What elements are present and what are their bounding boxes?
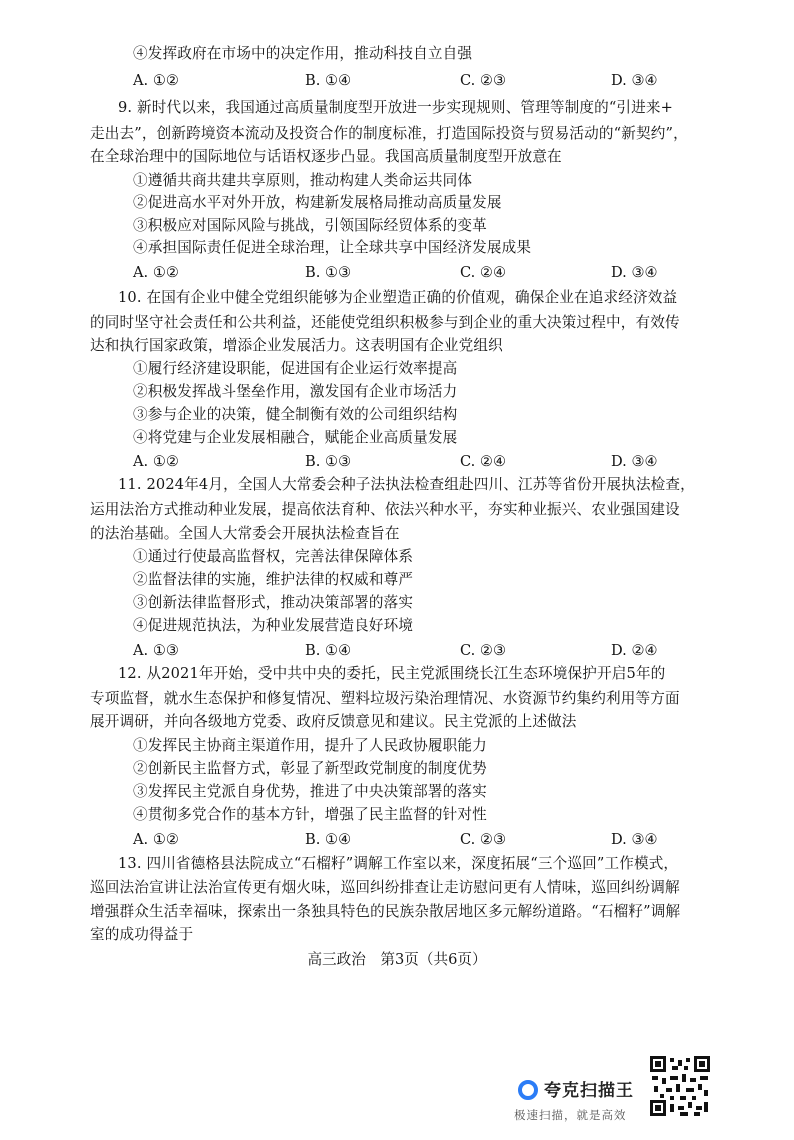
q10-stem-line-2: 的同时坚守社会责任和公共利益，还能使党组织积极参与到企业的重大决策过程中，有效传 — [90, 314, 680, 331]
q8-option-b: B. ①④ — [305, 72, 352, 89]
q11-item-4: ④促进规范执法，为种业发展营造良好环境 — [133, 617, 414, 634]
q10-item-1: ①履行经济建设职能，促进国有企业运行效率提高 — [133, 360, 458, 377]
qr-code-icon — [650, 1056, 710, 1116]
quark-logo-icon — [518, 1080, 538, 1100]
q8-option-a: A. ①② — [133, 72, 179, 89]
q11-item-1: ①通过行使最高监督权，完善法律保障体系 — [133, 548, 414, 565]
q12-item-4: ④贯彻多党合作的基本方针，增强了民主监督的针对性 — [133, 806, 487, 823]
q13-stem-line-2: 巡回法治宣讲让法治宣传更有烟火味，巡回纠纷排查让走访慰问更有人情味，巡回纠纷调解 — [90, 879, 680, 896]
q13-stem-line-4: 室的成功得益于 — [90, 926, 194, 943]
q11-option-b: B. ①④ — [305, 642, 352, 659]
q9-stem-line-3: 在全球治理中的国际地位与话语权逐步凸显。我国高质量制度型开放意在 — [90, 148, 562, 165]
page-footer: 高三政治 第3页（共6页） — [307, 951, 487, 968]
q9-option-a: A. ①② — [133, 264, 179, 281]
q9-item-4: ④承担国际责任促进全球治理，让全球共享中国经济发展成果 — [133, 239, 532, 256]
q11-option-c: C. ②③ — [460, 642, 507, 659]
q11-stem-line-1: 11. 2024年4月，全国人大常委会种子法执法检查组赴四川、江苏等省份开展执法检查， — [118, 476, 695, 493]
q12-option-a: A. ①② — [133, 831, 179, 848]
q9-stem-line-1: 9. 新时代以来，我国通过高质量制度型开放进一步实现规则、管理等制度的“引进来+ — [118, 99, 674, 116]
q12-option-c: C. ②③ — [460, 831, 507, 848]
q13-stem-line-1: 13. 四川省德格县法院成立“石榴籽”调解工作室以来，深度拓展“三个巡回”工作模式， — [118, 855, 679, 872]
q11-option-d: D. ②④ — [611, 642, 658, 659]
q12-item-2: ②创新民主监督方式，彰显了新型政党制度的制度优势 — [133, 760, 487, 777]
q11-stem-line-3: 的法治基础。全国人大常委会开展执法检查旨在 — [90, 525, 400, 542]
q8-item-4: ④发挥政府在市场中的决定作用，推动科技自立自强 — [133, 45, 473, 62]
q13-stem-line-3: 增强群众生活幸福味，探索出一条独具特色的民族杂散居地区多元解纷道路。“石榴籽”调解 — [90, 903, 681, 920]
q12-option-d: D. ③④ — [611, 831, 658, 848]
q12-stem-line-3: 展开调研，并向各级地方党委、政府反馈意见和建议。民主党派的上述做法 — [90, 713, 577, 730]
q12-item-1: ①发挥民主协商主渠道作用，提升了人民政协履职能力 — [133, 737, 487, 754]
q10-stem-line-3: 达和执行国家政策，增添企业发展活力。这表明国有企业党组织 — [90, 337, 503, 354]
q9-item-3: ③积极应对国际风险与挑战，引领国际经贸体系的变革 — [133, 217, 487, 234]
q10-item-2: ②积极发挥战斗堡垒作用，激发国有企业市场活力 — [133, 383, 458, 400]
q10-stem-line-1: 10. 在国有企业中健全党组织能够为企业塑造正确的价值观，确保企业在追求经济效益 — [118, 289, 678, 306]
q10-option-d: D. ③④ — [611, 453, 658, 470]
q10-item-4: ④将党建与企业发展相融合，赋能企业高质量发展 — [133, 429, 458, 446]
q11-item-3: ③创新法律监督形式，推动决策部署的落实 — [133, 594, 414, 611]
q8-option-c: C. ②③ — [460, 72, 507, 89]
q9-option-c: C. ②④ — [460, 264, 507, 281]
q9-stem-line-2: 走出去”，创新跨境资本流动及投资合作的制度标准，打造国际投资与贸易活动的“新契约”， — [90, 125, 688, 142]
watermark-brand: 夸克扫描王 — [544, 1081, 634, 1101]
q10-option-a: A. ①② — [133, 453, 179, 470]
q11-option-a: A. ①③ — [133, 642, 179, 659]
q10-option-b: B. ①③ — [305, 453, 352, 470]
q12-item-3: ③发挥民主党派自身优势，推进了中央决策部署的落实 — [133, 783, 487, 800]
q11-item-2: ②监督法律的实施，维护法律的权威和尊严 — [133, 571, 414, 588]
q9-item-1: ①遵循共商共建共享原则，推动构建人类命运共同体 — [133, 172, 473, 189]
q9-option-b: B. ①③ — [305, 264, 352, 281]
q8-option-d: D. ③④ — [611, 72, 658, 89]
q9-item-2: ②促进高水平对外开放，构建新发展格局推动高质量发展 — [133, 194, 502, 211]
q10-option-c: C. ②④ — [460, 453, 507, 470]
q9-option-d: D. ③④ — [611, 264, 658, 281]
q12-option-b: B. ①④ — [305, 831, 352, 848]
watermark-slogan: 极速扫描，就是高效 — [514, 1108, 627, 1122]
q12-stem-line-2: 专项监督，就水生态保护和修复情况、塑料垃圾污染治理情况、水资源节约集约利用等方面 — [90, 690, 680, 707]
q10-item-3: ③参与企业的决策，健全制衡有效的公司组织结构 — [133, 406, 458, 423]
q12-stem-line-1: 12. 从2021年开始，受中共中央的委托，民主党派围绕长江生态环境保护开启5年的 — [118, 665, 666, 682]
q11-stem-line-2: 运用法治方式推动种业发展，提高依法育种、依法兴种水平，夯实种业振兴、农业强国建设 — [90, 501, 680, 518]
